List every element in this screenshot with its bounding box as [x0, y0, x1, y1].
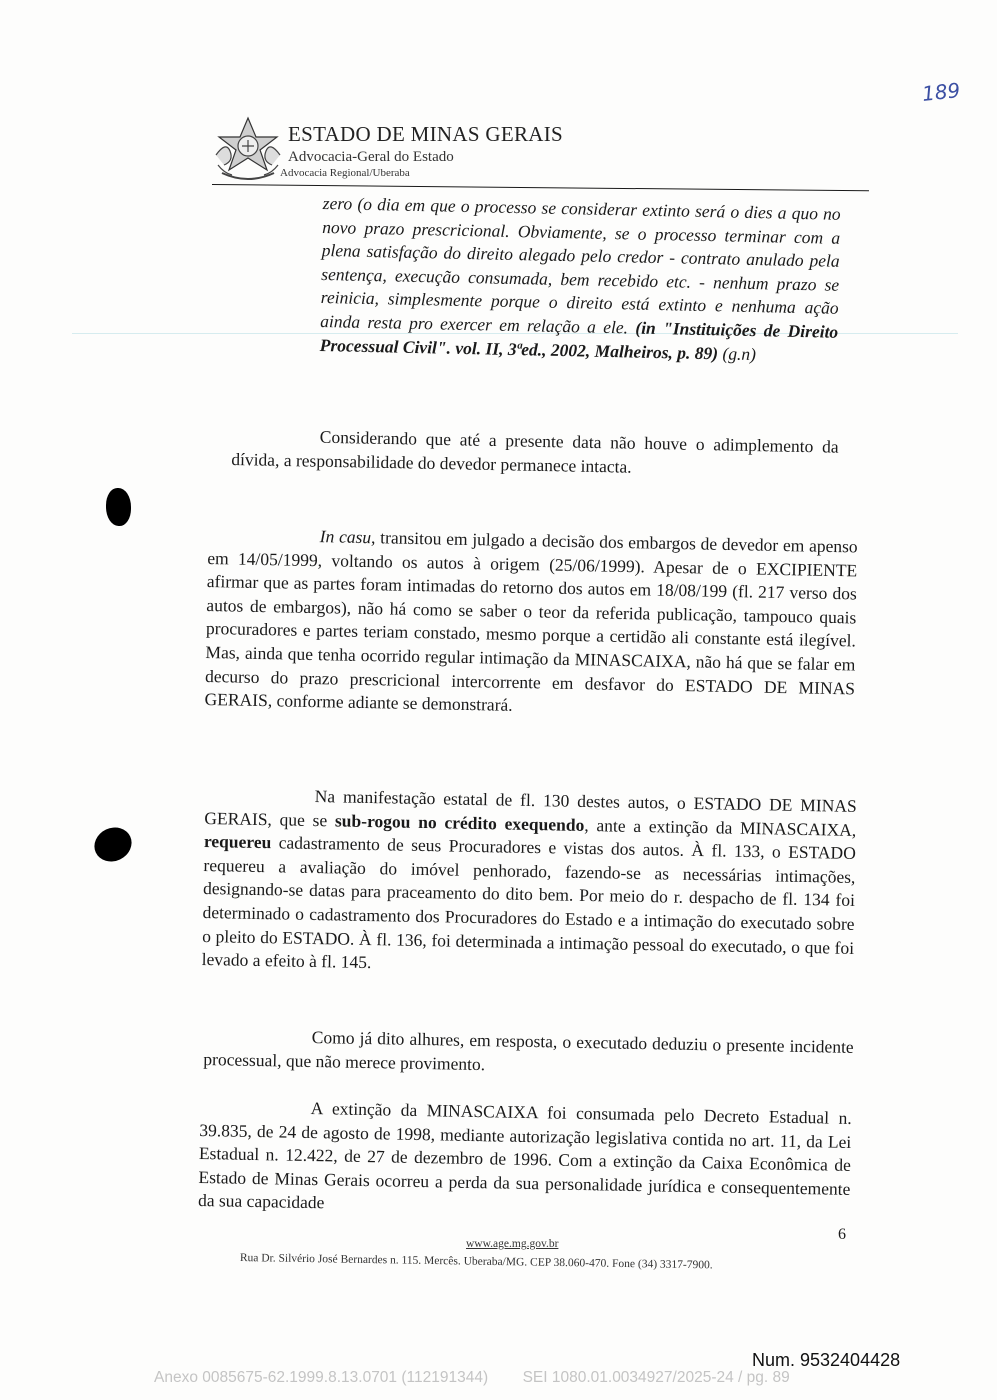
punch-hole-mark [106, 488, 131, 526]
state-coat-of-arms-icon [212, 115, 284, 183]
paragraph-3 [202, 783, 857, 984]
paragraph-3-part-d: cadastramento de seus Procuradores e vistas dos autos. À fl. 133, o ESTADO requereu a avaliação do imóvel penhorado, fazendo-se as necessárias intimações, designando-se datas para praceamento do dito bem. Por meio do r. despacho de fl. 134 foi determinado o cadastramento dos Procuradores do Estado e a intimação do executado sobre o pleito do ESTADO. À fl. 136, foi determinada a intimação pessoal do executado, o que foi levado a efeito à fl. 145. [201, 832, 857, 973]
letterhead-regional: Advocacia Regional/Uberaba [280, 167, 410, 179]
quote-suffix: (g.n) [717, 342, 757, 364]
paragraph-4: Como já dito alhures, em resposta, o executado deduziu o presente incidente processual, que não merece provimento. [203, 1026, 854, 1074]
paragraph-2 [204, 523, 858, 724]
quote-citation: (in "Instituições de Direito Processual Civil". vol. II, 3ªed., 2002, Malheiros, p. 89) [319, 317, 839, 363]
letterhead [280, 122, 564, 179]
paragraph-1: Considerando que até a presente data não houve o adimplemento da dívida, a responsabilidade do devedor permanece intacta. [231, 426, 839, 477]
paragraph-3-part-c: , ante a extinção da MINASCAIXA, [584, 814, 857, 840]
footer-page-number: 6 [838, 1226, 846, 1243]
paragraph-2-lead: In casu [319, 526, 372, 548]
paragraph-3-part-a: Na manifestação estatal de fl. 130 destes autos, o ESTADO DE MINAS GERAIS, que se [204, 786, 857, 830]
letterhead-divider [212, 184, 869, 191]
paragraph-3-bold-2: requereu [203, 831, 272, 853]
handwritten-page-mark: 189 [920, 78, 962, 106]
letterhead-org: ESTADO DE MINAS GERAIS [288, 122, 564, 146]
paragraph-3-bold-1: sub-rogou no crédito exequendo [334, 809, 585, 835]
footer-address: Rua Dr. Silvério José Bernardes n. 115. Mercês. Uberaba/MG. CEP 38.060-470. Fone (34) 3317-7900. [239, 1252, 713, 1272]
quote-text: zero (o dia em que o processo se considerar extinto será o dies a quo no novo prazo prescricional. Obviamente, se o processo terminar com a plena satisfação do direito alegado pelo credor - contrato anulado pela sentença, execução consumada, bem recebido etc. - nenhum prazo se reinicia, simplesmente porque o direito está extinto e nenhuma ação ainda resta pro exercer em relação a ele. [320, 192, 841, 338]
paragraph-5: A extinção da MINASCAIXA foi consumada pelo Decreto Estadual n. 39.835, de 24 de agosto de 1998, mediante autorização legislativa contida no art. 11, da Lei Estadual n. 12.422, de 27 de dezembro de 1996. Com a extinção da Caixa Econômica de Estado de Minas Gerais ocorreu a perda da sua personalidade jurídica e consequentemente da sua capacidade [197, 1098, 852, 1213]
document-num-stamp: Num. 9532404428 [752, 1350, 901, 1370]
annex-stamp: Anexo 0085675-62.1999.8.13.0701 (112191344) SEI 1080.01.0034927/2025-24 / pg. 89 [154, 1369, 790, 1386]
punch-hole-mark [89, 822, 137, 868]
footer-url: www.age.mg.gov.br [466, 1238, 559, 1250]
letterhead-dept: Advocacia-Geral do Estado [288, 149, 454, 165]
quoted-passage [320, 192, 841, 368]
paragraph-2-body: , transitou em julgado a decisão dos embargos de devedor em apenso em 14/05/1999, voltando os autos à origem (25/06/1999). Apesar de o EXCIPIENTE afirmar que as partes foram intimadas do retorno dos autos em 18/08/199 (fl. 217 verso dos autos de embargos), não há como se saber o teor da referida publicação, tampouco quais procuradores e partes teriam constado, mesmo porque a certidão ali constante está ilegível. Mas, ainda que tenha ocorrido regular intimação da MINASCAIXA, não há que se falar em decurso do prazo prescricional intercorrente em desfavor do ESTADO DE MINAS GERAIS, conforme adiante se demonstrará. [204, 527, 858, 716]
